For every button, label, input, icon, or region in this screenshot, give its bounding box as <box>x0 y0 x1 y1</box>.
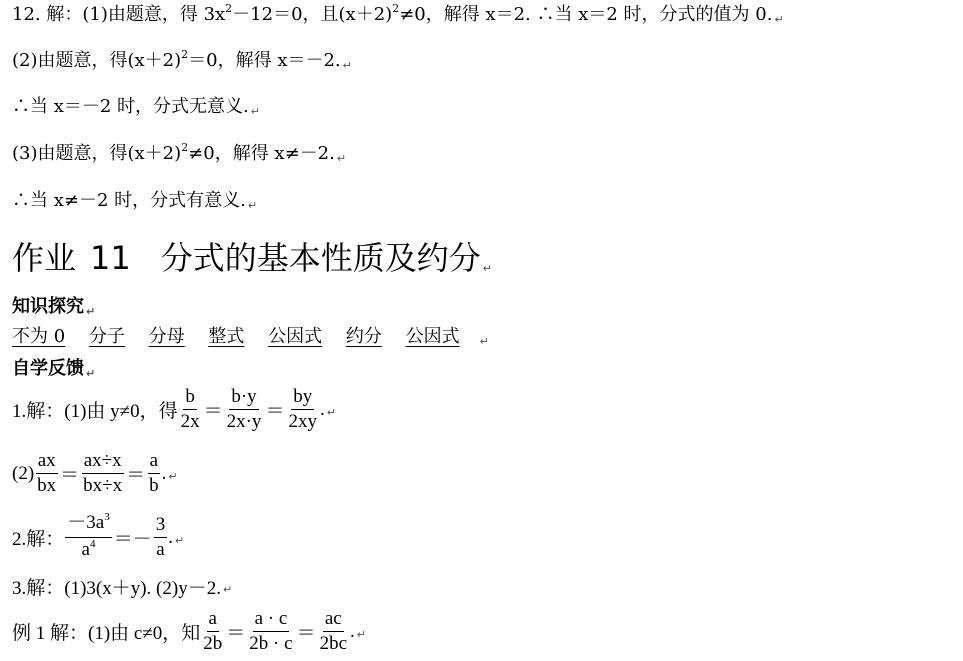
answer-term: 公因式 <box>405 326 460 347</box>
paragraph-mark-icon: ↵ <box>86 367 96 380</box>
numerator-base: －3a <box>67 512 105 533</box>
answer-1-part1 <box>12 386 336 433</box>
text-segment: (3)由题意，得(x＋2) <box>12 143 182 164</box>
fraction <box>147 450 161 497</box>
example-1 <box>12 608 366 655</box>
paragraph-mark-icon: ↵ <box>174 534 185 547</box>
denominator <box>80 538 98 563</box>
answer-12-conclusion-2 <box>12 96 260 120</box>
superscript: 4 <box>89 538 96 550</box>
subheading-feedback <box>12 354 95 380</box>
paragraph-mark-icon: ↵ <box>86 305 96 318</box>
answer-term: 整式 <box>208 326 245 347</box>
superscript: 2 <box>225 2 233 15</box>
heading-title: 分式的基本性质及约分 <box>160 239 481 277</box>
answer-text: 3.解：(1)3(x＋y). (2)y－2. <box>12 578 221 599</box>
denominator: 2xy <box>288 411 317 432</box>
fraction <box>201 608 224 655</box>
numerator: b <box>183 386 197 410</box>
paragraph-mark-icon: ↵ <box>168 470 178 483</box>
paragraph-mark-icon: ↵ <box>222 583 233 596</box>
paragraph-mark-icon: ↵ <box>482 262 492 275</box>
superscript: 2 <box>181 141 189 154</box>
paragraph-mark-icon: ↵ <box>247 199 258 212</box>
heading-number: 11 <box>90 239 131 277</box>
question-label: 1.解：(1)由 y≠0，得 <box>12 401 178 422</box>
answer-term: 不为 0 <box>12 326 66 347</box>
paragraph-mark-icon: ↵ <box>250 105 260 118</box>
numerator: ax÷x <box>82 450 124 474</box>
equals-sign: ＝ <box>296 623 316 644</box>
period: . <box>319 398 325 420</box>
fraction <box>65 512 111 563</box>
numerator: 3 <box>154 514 168 538</box>
fraction <box>35 450 58 497</box>
denominator: 2b <box>203 633 223 654</box>
fraction <box>286 386 319 433</box>
denominator: b <box>149 475 159 496</box>
denominator: 2x·y <box>226 411 262 432</box>
denominator: 2x <box>180 411 200 432</box>
denominator: bx <box>37 475 57 496</box>
heading-prefix: 作业 <box>12 239 77 277</box>
answer-12-part2-line <box>12 50 352 74</box>
denominator: a <box>156 539 165 560</box>
text-segment: ∴当 x≠－2 时，分式有意义. <box>12 190 246 211</box>
subheading-knowledge <box>12 292 95 318</box>
answer-12-part3-line <box>12 143 346 167</box>
equals-sign: ＝ <box>126 465 146 486</box>
question-label: 2.解： <box>12 529 65 550</box>
answer-12-part1-line <box>12 4 784 28</box>
period: . <box>168 526 173 548</box>
question-label: (2) <box>12 462 35 484</box>
denominator: bx÷x <box>83 475 123 496</box>
fraction <box>225 386 264 433</box>
text-segment: ≠0，解得 x≠－2. <box>188 143 335 164</box>
fraction <box>179 386 202 433</box>
fraction <box>247 608 294 655</box>
fraction <box>154 514 168 561</box>
equals-sign: ＝ <box>203 401 223 422</box>
subheading-text: 自学反馈 <box>12 358 84 379</box>
superscript: 3 <box>104 511 110 523</box>
denominator: 2b · c <box>249 633 293 654</box>
answer-term: 约分 <box>345 326 382 347</box>
paragraph-mark-icon: ↵ <box>479 335 489 348</box>
numerator <box>65 512 111 538</box>
subheading-text: 知识探究 <box>12 296 84 317</box>
text-segment: 12. 解：(1)由题意，得 3x <box>12 4 226 25</box>
paragraph-mark-icon: ↵ <box>356 628 366 641</box>
paragraph-mark-icon: ↵ <box>336 152 347 165</box>
superscript: 2 <box>392 2 400 15</box>
answer-12-conclusion-3 <box>12 190 257 214</box>
numerator: ax <box>36 450 58 474</box>
text-segment: ∴当 x＝－2 时，分式无意义. <box>12 96 249 117</box>
answer-1-part2 <box>12 450 178 497</box>
superscript: 2 <box>181 48 189 61</box>
denominator: 2bc <box>319 633 347 654</box>
example-label: 例 1 解：(1)由 c≠0，知 <box>12 623 201 644</box>
section-heading <box>12 238 492 286</box>
fraction <box>81 450 124 497</box>
numerator: ac <box>323 608 344 632</box>
equals-negative-sign: ＝－ <box>113 529 152 550</box>
equals-sign: ＝ <box>226 623 246 644</box>
denominator-base: a <box>81 539 90 560</box>
fill-in-answers <box>12 322 489 348</box>
paragraph-mark-icon: ↵ <box>342 59 352 72</box>
text-segment: (2)由题意，得(x＋2) <box>12 50 182 71</box>
text-segment: ≠0，解得 x＝2. ∴当 x＝2 时，分式的值为 0. <box>399 4 773 25</box>
equals-sign: ＝ <box>265 401 285 422</box>
answer-3 <box>12 573 232 600</box>
period: . <box>161 462 167 484</box>
answer-term: 分母 <box>148 326 185 347</box>
numerator: a · c <box>253 608 290 632</box>
numerator: a <box>207 608 219 632</box>
numerator: by <box>291 386 314 410</box>
numerator: a <box>148 450 160 474</box>
answer-term: 分子 <box>88 326 125 347</box>
equals-sign: ＝ <box>60 465 80 486</box>
answer-term: 公因式 <box>268 326 323 347</box>
text-segment: ＝0，解得 x＝－2. <box>188 50 341 71</box>
answer-2 <box>12 512 184 563</box>
paragraph-mark-icon: ↵ <box>774 13 784 26</box>
text-segment: －12＝0，且(x＋2) <box>232 4 393 25</box>
numerator: b·y <box>229 386 258 410</box>
paragraph-mark-icon: ↵ <box>326 406 336 419</box>
period: . <box>350 620 355 642</box>
fraction <box>318 608 349 655</box>
